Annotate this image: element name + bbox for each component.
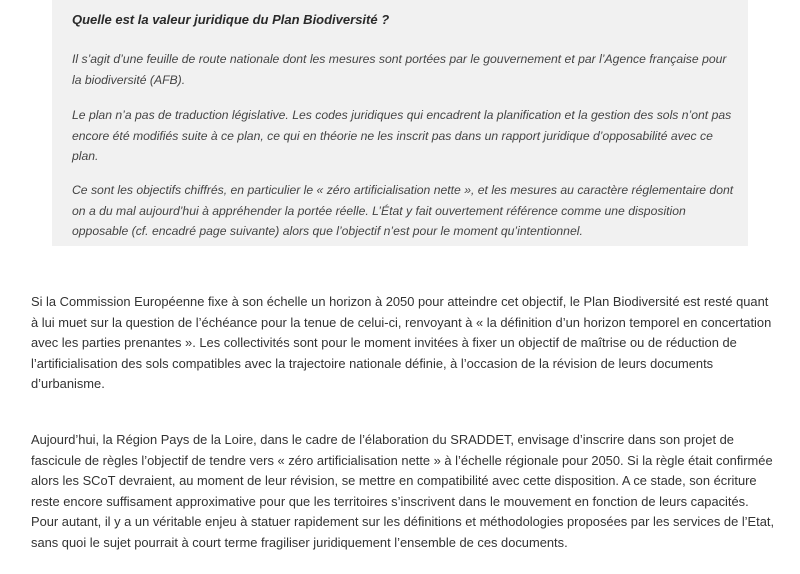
body-paragraph-region: Aujourd’hui, la Région Pays de la Loire, dans le cadre de l’élaboration du SRADDET, envisage d’inscrire dans son projet de fascicule de règles l’objectif de tendre vers « zéro artificialisation nette » à l’échelle régionale pour 2050. Si la règle était confirmée alors les SCoT devraient, au moment de leur révision, se mettre en compatibilité avec cette disposition. A ce stade, son écriture reste encore suffisament approximative pour que les territoires s’inscrivent dans le mouvement en fonction de leurs capacités. Pour autant, il y a un véritable enjeu à statuer rapidement sur les définitions et méthodologies proposées par les services de l’Etat, sans quoi le sujet pourrait à court terme fragiliser juridiquement l’ensemble de ces documents. <box>31 432 775 550</box>
info-box-title: Quelle est la valeur juridique du Plan Biodiversité ? <box>72 12 390 27</box>
body-paragraph-commission: Si la Commission Européenne fixe à son échelle un horizon à 2050 pour atteindre cet objectif, le Plan Biodiversité est resté quant à lui muet sur la question de l’échéance pour la tenue de celui-ci, renvoyant à « la définition d’un horizon temporel en concertation avec les parties prenantes ». Les collectivités sont pour le moment invitées à fixer un objectif de maîtrise ou de réduction de l’artificialisation des sols compatibles avec la trajectoire nationale définie, à l’occasion de la révision de leurs documents d’urbanisme. <box>31 294 772 392</box>
info-box-paragraph-objectives: Ce sont les objectifs chiffrés, en particulier le « zéro artificialisation nette », et les mesures au caractère réglementaire dont on a du mal aujourd’hui à appréhender la portée réelle. L’État y fait ouvertement référence comme une disposition opposable (cf. encadré page suivante) alors que l’objectif n’est pour le moment qu’intentionnel. <box>72 183 734 238</box>
info-box-paragraph-legal: Le plan n’a pas de traduction législative. Les codes juridiques qui encadrent la planification et la gestion des sols n’ont pas encore été modifiés suite à ce plan, ce qui en théorie ne les inscrit pas dans un rapport juridique d’opposabilité avec ce plan. <box>72 108 732 163</box>
info-box-paragraph-afb: Il s’agit d’une feuille de route nationale dont les mesures sont portées par le gouvernement et par l’Agence française pour la biodiversité (AFB). <box>72 52 727 87</box>
